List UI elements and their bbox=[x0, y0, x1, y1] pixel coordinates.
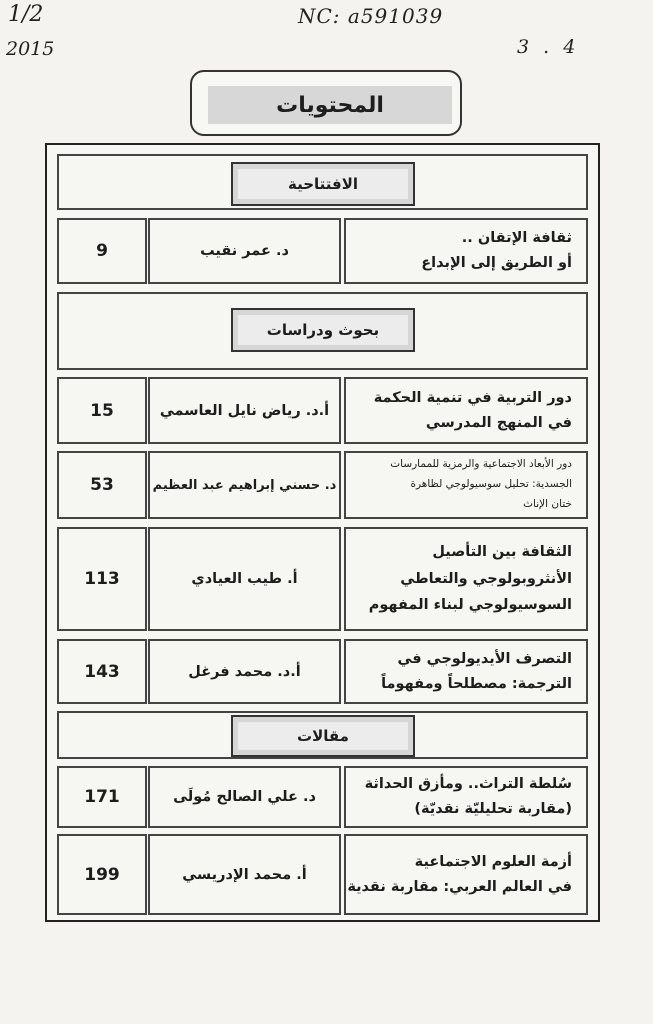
handwritten-issue-number: 3 . 4 bbox=[517, 36, 580, 58]
entry-page-number: 171 bbox=[57, 766, 147, 828]
entry-title: دور الأبعاد الاجتماعية والرمزية للممارسات الجسدية: تحليل سوسيولوجي لظاهرة ختان الإناث bbox=[344, 451, 588, 519]
entry-title: دور التربية في تنمية الحكمة في المنهج المدرسي bbox=[344, 377, 588, 444]
entry-page-number: 15 bbox=[57, 377, 147, 444]
handwritten-year: 2015 bbox=[6, 38, 55, 60]
section-heading-editorial: الافتتاحية bbox=[231, 162, 415, 206]
entry-title: سُلطة التراث.. ومأزق الحداثة (مقاربة تحليليّة نقديّة) bbox=[344, 766, 588, 828]
section-heading-articles: مقالات bbox=[231, 715, 415, 757]
handwritten-page-mark: 1/2 bbox=[8, 2, 44, 27]
section-heading-research: بحوث ودراسات bbox=[231, 308, 415, 352]
entry-title: التصرف الأيديولوجي في الترجمة: مصطلحاً ومفهوماً bbox=[344, 639, 588, 704]
entry-page-number: 143 bbox=[57, 639, 147, 704]
entry-author: أ.د. رياض نايل العاسمي bbox=[148, 377, 341, 444]
entry-author: أ. محمد الإدريسي bbox=[148, 834, 341, 915]
handwritten-catalog-number: NC: a591039 bbox=[298, 4, 444, 28]
page-title: المحتويات bbox=[208, 86, 452, 124]
entry-author: أ.د. محمد فرغل bbox=[148, 639, 341, 704]
entry-page-number: 9 bbox=[57, 218, 147, 284]
entry-page-number: 199 bbox=[57, 834, 147, 915]
entry-page-number: 113 bbox=[57, 527, 147, 631]
entry-title: أزمة العلوم الاجتماعية في العالم العربي: مقاربة نقدية bbox=[344, 834, 588, 915]
entry-author: د. عمر نقيب bbox=[148, 218, 341, 284]
entry-title: ثقافة الإتقان .. أو الطريق إلى الإبداع bbox=[344, 218, 588, 284]
entry-author: أ. طيب العيادي bbox=[148, 527, 341, 631]
entry-page-number: 53 bbox=[57, 451, 147, 519]
entry-title: الثقافة بين التأصيل الأنثروبولوجي والتعاطي السوسيولوجي لبناء المفهوم bbox=[344, 527, 588, 631]
entry-author: د. حسني إبراهيم عبد العظيم bbox=[148, 451, 341, 519]
entry-author: د. علي الصالح مُولَى bbox=[148, 766, 341, 828]
